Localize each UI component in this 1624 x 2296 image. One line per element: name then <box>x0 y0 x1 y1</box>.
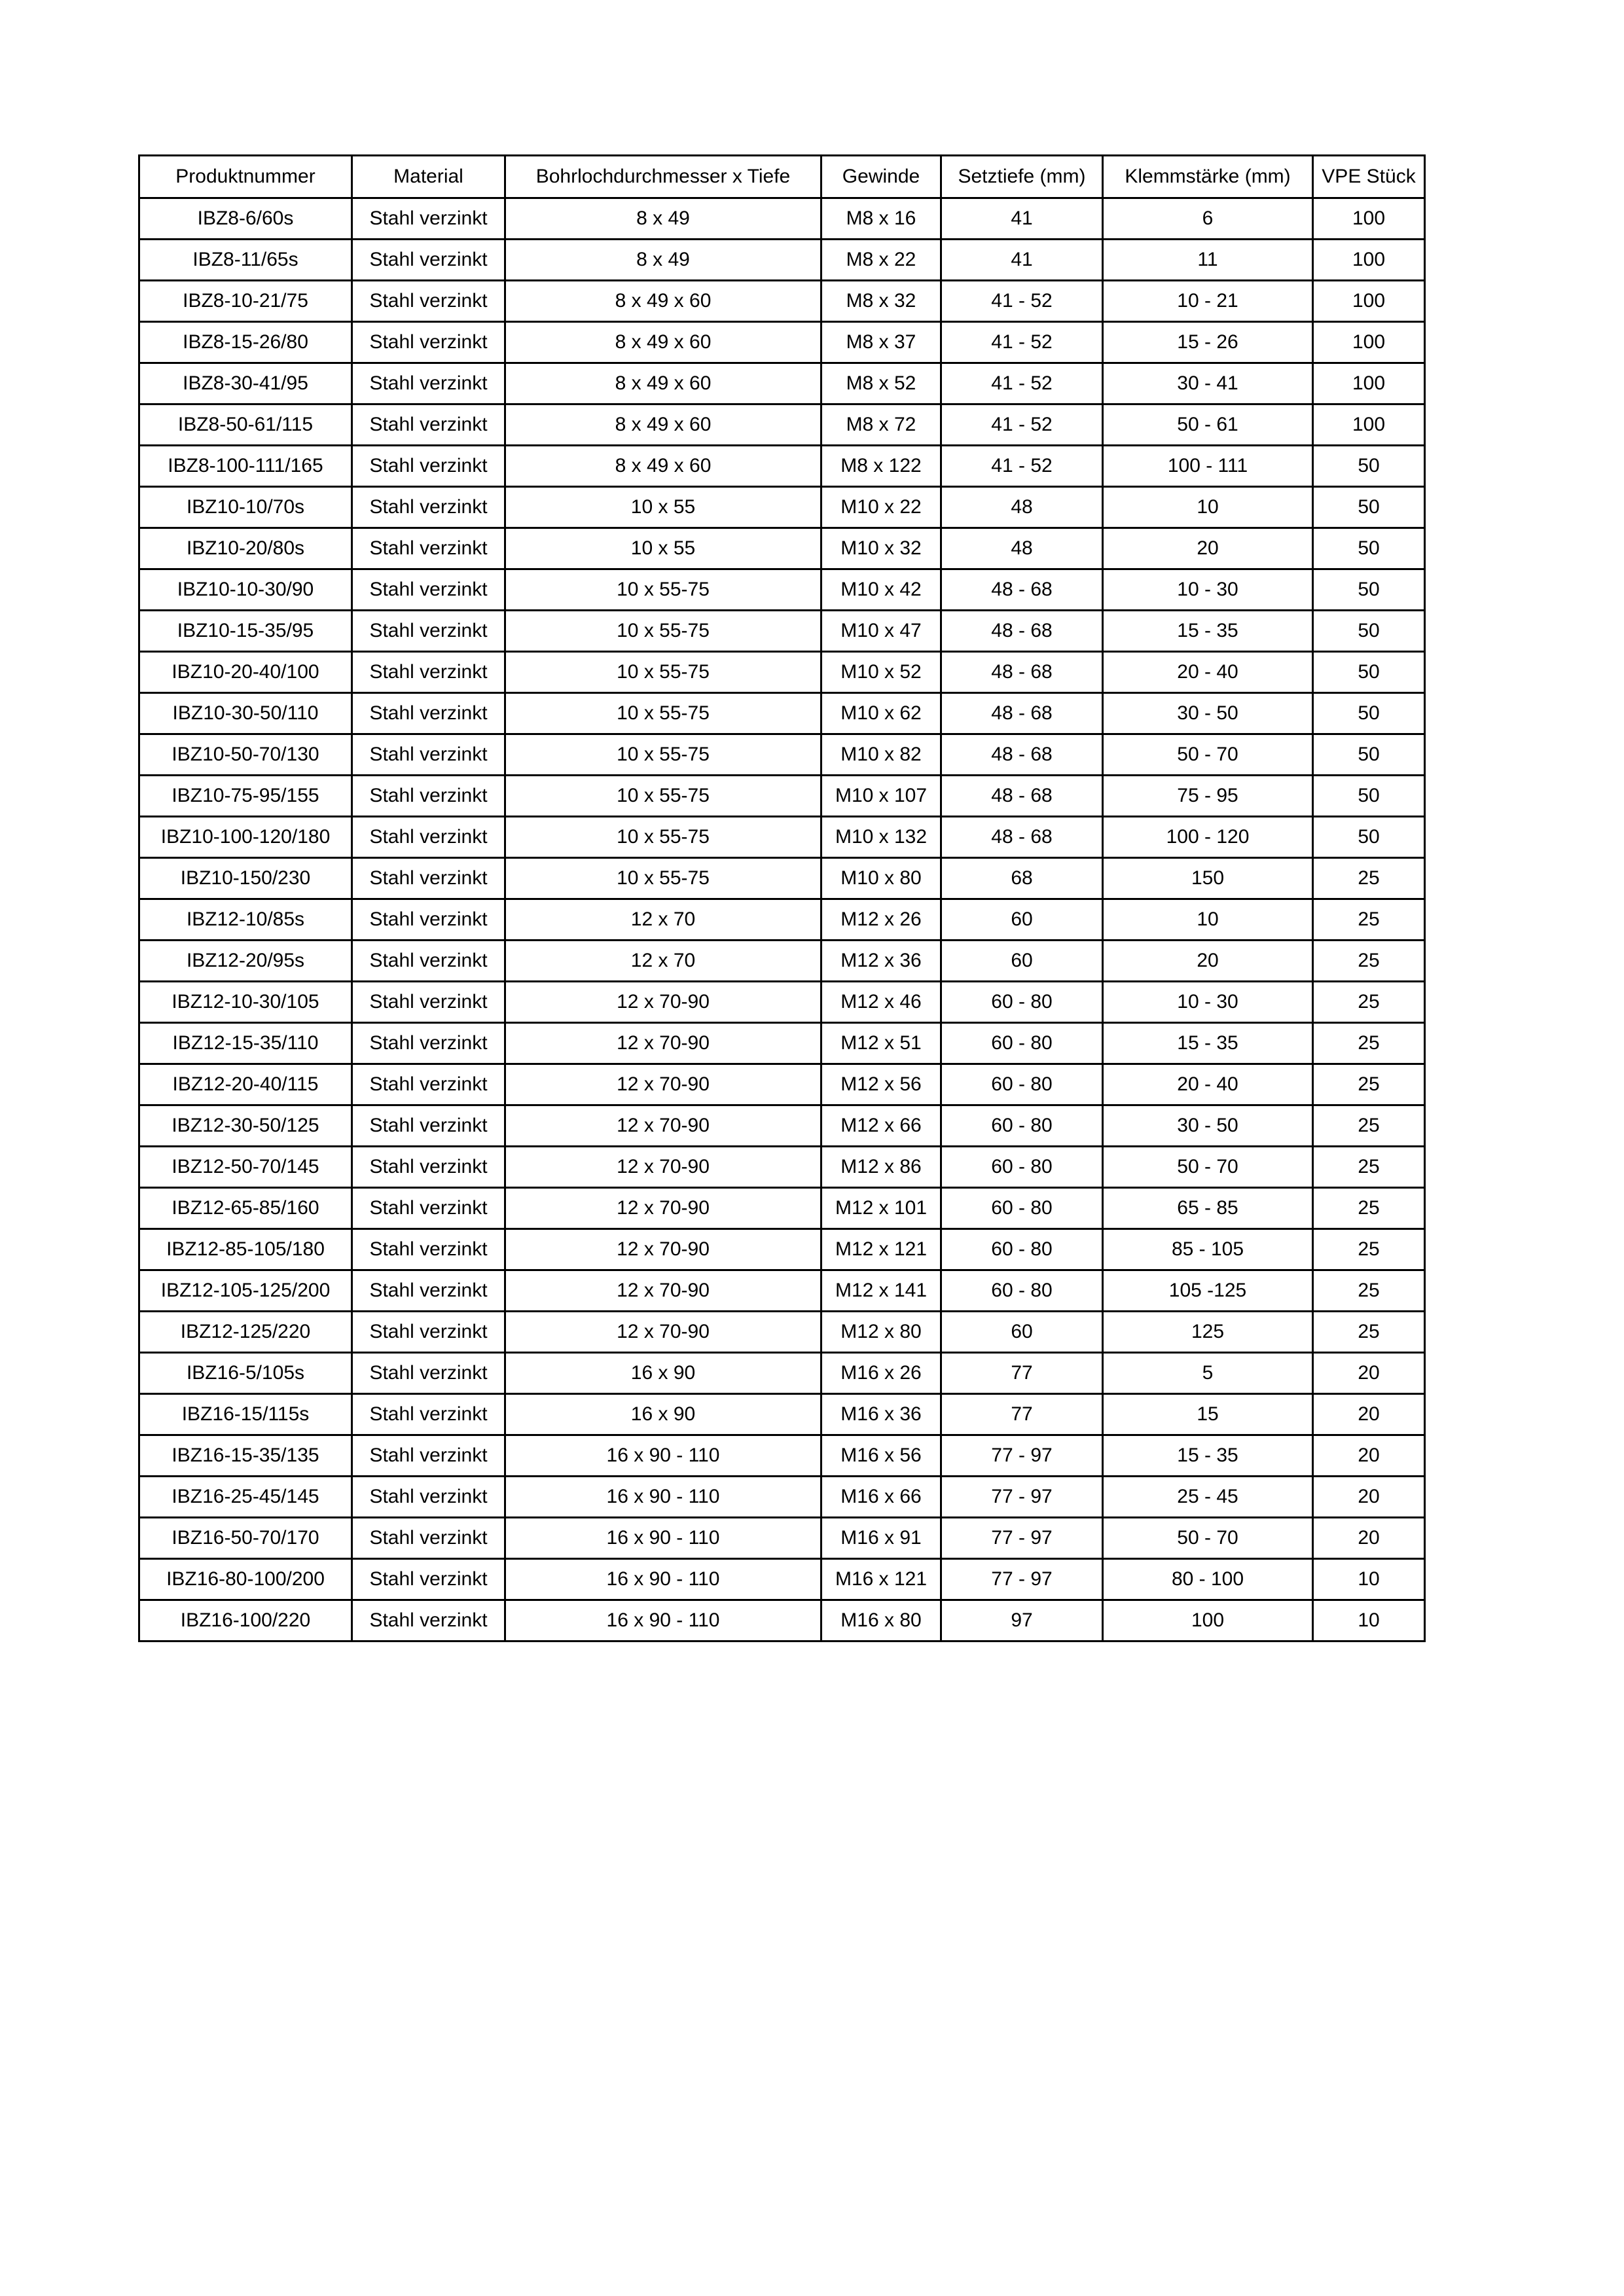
cell-setztiefe: 48 <box>941 528 1103 569</box>
cell-klemmstaerke: 50 - 70 <box>1103 1147 1313 1188</box>
cell-produktnummer: IBZ12-10/85s <box>139 899 352 941</box>
cell-material: Stahl verzinkt <box>352 1312 505 1353</box>
cell-bohrloch: 16 x 90 - 110 <box>505 1477 821 1518</box>
cell-klemmstaerke: 30 - 41 <box>1103 363 1313 404</box>
cell-bohrloch: 12 x 70 <box>505 899 821 941</box>
table-row <box>139 404 1425 446</box>
cell-material: Stahl verzinkt <box>352 817 505 858</box>
cell-klemmstaerke: 10 - 30 <box>1103 982 1313 1023</box>
cell-bohrloch: 10 x 55-75 <box>505 693 821 734</box>
cell-material: Stahl verzinkt <box>352 1477 505 1518</box>
cell-material: Stahl verzinkt <box>352 281 505 322</box>
cell-setztiefe: 48 - 68 <box>941 734 1103 776</box>
cell-setztiefe: 41 - 52 <box>941 322 1103 363</box>
cell-bohrloch: 8 x 49 x 60 <box>505 363 821 404</box>
cell-klemmstaerke: 30 - 50 <box>1103 693 1313 734</box>
cell-vpe: 25 <box>1313 941 1425 982</box>
cell-produktnummer: IBZ16-25-45/145 <box>139 1477 352 1518</box>
cell-bohrloch: 10 x 55 <box>505 528 821 569</box>
cell-setztiefe: 60 - 80 <box>941 1147 1103 1188</box>
cell-klemmstaerke: 85 - 105 <box>1103 1229 1313 1270</box>
cell-produktnummer: IBZ12-105-125/200 <box>139 1270 352 1312</box>
cell-bohrloch: 12 x 70 <box>505 941 821 982</box>
cell-gewinde: M12 x 141 <box>821 1270 941 1312</box>
cell-klemmstaerke: 10 - 30 <box>1103 569 1313 611</box>
table-row <box>139 198 1425 240</box>
cell-gewinde: M8 x 37 <box>821 322 941 363</box>
cell-produktnummer: IBZ8-6/60s <box>139 198 352 240</box>
cell-gewinde: M10 x 22 <box>821 487 941 528</box>
cell-vpe: 20 <box>1313 1394 1425 1435</box>
cell-setztiefe: 60 - 80 <box>941 1270 1103 1312</box>
cell-material: Stahl verzinkt <box>352 404 505 446</box>
cell-material: Stahl verzinkt <box>352 693 505 734</box>
cell-material: Stahl verzinkt <box>352 776 505 817</box>
cell-gewinde: M16 x 36 <box>821 1394 941 1435</box>
cell-vpe: 50 <box>1313 734 1425 776</box>
cell-gewinde: M10 x 32 <box>821 528 941 569</box>
cell-setztiefe: 41 <box>941 198 1103 240</box>
cell-klemmstaerke: 15 - 26 <box>1103 322 1313 363</box>
cell-setztiefe: 48 - 68 <box>941 652 1103 693</box>
cell-produktnummer: IBZ12-125/220 <box>139 1312 352 1353</box>
cell-vpe: 50 <box>1313 652 1425 693</box>
cell-vpe: 10 <box>1313 1600 1425 1641</box>
cell-klemmstaerke: 20 - 40 <box>1103 1064 1313 1105</box>
cell-material: Stahl verzinkt <box>352 858 505 899</box>
cell-gewinde: M16 x 121 <box>821 1559 941 1600</box>
table-row <box>139 487 1425 528</box>
cell-klemmstaerke: 125 <box>1103 1312 1313 1353</box>
cell-gewinde: M8 x 32 <box>821 281 941 322</box>
table-row <box>139 693 1425 734</box>
cell-klemmstaerke: 105 -125 <box>1103 1270 1313 1312</box>
cell-setztiefe: 48 - 68 <box>941 611 1103 652</box>
cell-material: Stahl verzinkt <box>352 982 505 1023</box>
cell-bohrloch: 16 x 90 - 110 <box>505 1518 821 1559</box>
cell-klemmstaerke: 15 - 35 <box>1103 611 1313 652</box>
cell-gewinde: M10 x 107 <box>821 776 941 817</box>
column-header-produktnummer: Produktnummer <box>139 156 352 198</box>
table-row <box>139 1435 1425 1477</box>
cell-material: Stahl verzinkt <box>352 240 505 281</box>
cell-bohrloch: 12 x 70-90 <box>505 1312 821 1353</box>
cell-bohrloch: 16 x 90 - 110 <box>505 1559 821 1600</box>
cell-klemmstaerke: 5 <box>1103 1353 1313 1394</box>
cell-setztiefe: 77 - 97 <box>941 1559 1103 1600</box>
table-row <box>139 1270 1425 1312</box>
cell-produktnummer: IBZ16-5/105s <box>139 1353 352 1394</box>
cell-klemmstaerke: 15 - 35 <box>1103 1435 1313 1477</box>
cell-klemmstaerke: 50 - 70 <box>1103 1518 1313 1559</box>
cell-vpe: 50 <box>1313 776 1425 817</box>
cell-produktnummer: IBZ8-10-21/75 <box>139 281 352 322</box>
product-table <box>138 154 1426 1642</box>
cell-produktnummer: IBZ8-11/65s <box>139 240 352 281</box>
cell-material: Stahl verzinkt <box>352 487 505 528</box>
cell-setztiefe: 41 <box>941 240 1103 281</box>
cell-setztiefe: 48 - 68 <box>941 569 1103 611</box>
table-row <box>139 363 1425 404</box>
cell-gewinde: M12 x 121 <box>821 1229 941 1270</box>
cell-klemmstaerke: 80 - 100 <box>1103 1559 1313 1600</box>
cell-gewinde: M10 x 47 <box>821 611 941 652</box>
cell-material: Stahl verzinkt <box>352 322 505 363</box>
cell-material: Stahl verzinkt <box>352 569 505 611</box>
cell-produktnummer: IBZ10-30-50/110 <box>139 693 352 734</box>
cell-vpe: 25 <box>1313 1064 1425 1105</box>
cell-gewinde: M16 x 66 <box>821 1477 941 1518</box>
table-row <box>139 1477 1425 1518</box>
cell-klemmstaerke: 6 <box>1103 198 1313 240</box>
cell-vpe: 25 <box>1313 858 1425 899</box>
table-row <box>139 817 1425 858</box>
column-header-setztiefe: Setztiefe (mm) <box>941 156 1103 198</box>
cell-material: Stahl verzinkt <box>352 1270 505 1312</box>
cell-bohrloch: 10 x 55-75 <box>505 611 821 652</box>
cell-produktnummer: IBZ8-15-26/80 <box>139 322 352 363</box>
cell-bohrloch: 8 x 49 x 60 <box>505 404 821 446</box>
cell-vpe: 25 <box>1313 1229 1425 1270</box>
table-row <box>139 1147 1425 1188</box>
column-header-gewinde: Gewinde <box>821 156 941 198</box>
cell-material: Stahl verzinkt <box>352 1353 505 1394</box>
cell-bohrloch: 16 x 90 - 110 <box>505 1435 821 1477</box>
cell-produktnummer: IBZ10-75-95/155 <box>139 776 352 817</box>
table-row <box>139 528 1425 569</box>
cell-setztiefe: 60 - 80 <box>941 1064 1103 1105</box>
table-row <box>139 1394 1425 1435</box>
cell-gewinde: M12 x 56 <box>821 1064 941 1105</box>
cell-gewinde: M10 x 42 <box>821 569 941 611</box>
cell-vpe: 50 <box>1313 446 1425 487</box>
cell-produktnummer: IBZ10-150/230 <box>139 858 352 899</box>
table-row <box>139 611 1425 652</box>
cell-gewinde: M10 x 82 <box>821 734 941 776</box>
cell-produktnummer: IBZ16-50-70/170 <box>139 1518 352 1559</box>
cell-material: Stahl verzinkt <box>352 611 505 652</box>
cell-gewinde: M10 x 52 <box>821 652 941 693</box>
cell-klemmstaerke: 100 - 120 <box>1103 817 1313 858</box>
cell-material: Stahl verzinkt <box>352 198 505 240</box>
cell-produktnummer: IBZ8-30-41/95 <box>139 363 352 404</box>
cell-produktnummer: IBZ12-10-30/105 <box>139 982 352 1023</box>
cell-gewinde: M12 x 86 <box>821 1147 941 1188</box>
cell-material: Stahl verzinkt <box>352 1105 505 1147</box>
cell-gewinde: M8 x 16 <box>821 198 941 240</box>
cell-klemmstaerke: 65 - 85 <box>1103 1188 1313 1229</box>
cell-vpe: 50 <box>1313 693 1425 734</box>
cell-bohrloch: 12 x 70-90 <box>505 1105 821 1147</box>
cell-gewinde: M8 x 22 <box>821 240 941 281</box>
cell-material: Stahl verzinkt <box>352 1188 505 1229</box>
cell-bohrloch: 10 x 55-75 <box>505 776 821 817</box>
cell-produktnummer: IBZ10-20/80s <box>139 528 352 569</box>
cell-klemmstaerke: 10 <box>1103 899 1313 941</box>
cell-material: Stahl verzinkt <box>352 1147 505 1188</box>
cell-setztiefe: 77 <box>941 1394 1103 1435</box>
cell-gewinde: M12 x 36 <box>821 941 941 982</box>
cell-bohrloch: 12 x 70-90 <box>505 1188 821 1229</box>
cell-produktnummer: IBZ16-100/220 <box>139 1600 352 1641</box>
table-row <box>139 1229 1425 1270</box>
cell-gewinde: M10 x 132 <box>821 817 941 858</box>
table-row <box>139 776 1425 817</box>
cell-produktnummer: IBZ12-30-50/125 <box>139 1105 352 1147</box>
cell-vpe: 20 <box>1313 1435 1425 1477</box>
cell-material: Stahl verzinkt <box>352 1559 505 1600</box>
cell-setztiefe: 48 <box>941 487 1103 528</box>
table-row <box>139 1518 1425 1559</box>
cell-bohrloch: 12 x 70-90 <box>505 1147 821 1188</box>
cell-vpe: 50 <box>1313 611 1425 652</box>
cell-vpe: 20 <box>1313 1477 1425 1518</box>
cell-bohrloch: 12 x 70-90 <box>505 1270 821 1312</box>
cell-gewinde: M12 x 80 <box>821 1312 941 1353</box>
column-header-material: Material <box>352 156 505 198</box>
table-row <box>139 941 1425 982</box>
cell-bohrloch: 8 x 49 <box>505 198 821 240</box>
cell-bohrloch: 8 x 49 x 60 <box>505 446 821 487</box>
cell-material: Stahl verzinkt <box>352 1435 505 1477</box>
cell-klemmstaerke: 150 <box>1103 858 1313 899</box>
cell-gewinde: M16 x 56 <box>821 1435 941 1477</box>
cell-klemmstaerke: 100 <box>1103 1600 1313 1641</box>
cell-gewinde: M10 x 80 <box>821 858 941 899</box>
cell-vpe: 25 <box>1313 1270 1425 1312</box>
cell-bohrloch: 12 x 70-90 <box>505 1064 821 1105</box>
cell-produktnummer: IBZ10-10-30/90 <box>139 569 352 611</box>
cell-gewinde: M8 x 122 <box>821 446 941 487</box>
table-row <box>139 1105 1425 1147</box>
cell-produktnummer: IBZ8-50-61/115 <box>139 404 352 446</box>
cell-bohrloch: 10 x 55-75 <box>505 858 821 899</box>
cell-vpe: 25 <box>1313 982 1425 1023</box>
table-row <box>139 1064 1425 1105</box>
cell-vpe: 50 <box>1313 817 1425 858</box>
table-row <box>139 899 1425 941</box>
cell-vpe: 10 <box>1313 1559 1425 1600</box>
cell-produktnummer: IBZ16-80-100/200 <box>139 1559 352 1600</box>
cell-setztiefe: 48 - 68 <box>941 817 1103 858</box>
cell-vpe: 100 <box>1313 322 1425 363</box>
cell-klemmstaerke: 30 - 50 <box>1103 1105 1313 1147</box>
cell-setztiefe: 77 - 97 <box>941 1435 1103 1477</box>
cell-bohrloch: 8 x 49 x 60 <box>505 322 821 363</box>
cell-material: Stahl verzinkt <box>352 1518 505 1559</box>
cell-setztiefe: 48 - 68 <box>941 776 1103 817</box>
cell-bohrloch: 8 x 49 x 60 <box>505 281 821 322</box>
cell-klemmstaerke: 15 - 35 <box>1103 1023 1313 1064</box>
cell-material: Stahl verzinkt <box>352 941 505 982</box>
cell-bohrloch: 8 x 49 <box>505 240 821 281</box>
cell-vpe: 20 <box>1313 1353 1425 1394</box>
cell-setztiefe: 41 - 52 <box>941 363 1103 404</box>
cell-klemmstaerke: 75 - 95 <box>1103 776 1313 817</box>
cell-setztiefe: 41 - 52 <box>941 404 1103 446</box>
cell-material: Stahl verzinkt <box>352 446 505 487</box>
table-body <box>139 198 1425 1641</box>
cell-gewinde: M12 x 101 <box>821 1188 941 1229</box>
cell-vpe: 100 <box>1313 404 1425 446</box>
table-row <box>139 1600 1425 1641</box>
cell-setztiefe: 41 - 52 <box>941 281 1103 322</box>
cell-klemmstaerke: 50 - 61 <box>1103 404 1313 446</box>
table-row <box>139 982 1425 1023</box>
cell-setztiefe: 60 - 80 <box>941 1105 1103 1147</box>
cell-produktnummer: IBZ12-85-105/180 <box>139 1229 352 1270</box>
cell-gewinde: M12 x 26 <box>821 899 941 941</box>
cell-setztiefe: 68 <box>941 858 1103 899</box>
table-row <box>139 322 1425 363</box>
table-row <box>139 446 1425 487</box>
cell-gewinde: M12 x 66 <box>821 1105 941 1147</box>
cell-vpe: 25 <box>1313 1105 1425 1147</box>
table-row <box>139 240 1425 281</box>
cell-material: Stahl verzinkt <box>352 363 505 404</box>
cell-setztiefe: 60 - 80 <box>941 1188 1103 1229</box>
cell-produktnummer: IBZ10-15-35/95 <box>139 611 352 652</box>
cell-bohrloch: 16 x 90 <box>505 1353 821 1394</box>
cell-produktnummer: IBZ12-50-70/145 <box>139 1147 352 1188</box>
cell-klemmstaerke: 25 - 45 <box>1103 1477 1313 1518</box>
cell-bohrloch: 12 x 70-90 <box>505 982 821 1023</box>
table-row <box>139 734 1425 776</box>
cell-material: Stahl verzinkt <box>352 1064 505 1105</box>
cell-vpe: 20 <box>1313 1518 1425 1559</box>
cell-material: Stahl verzinkt <box>352 1600 505 1641</box>
cell-klemmstaerke: 10 - 21 <box>1103 281 1313 322</box>
cell-material: Stahl verzinkt <box>352 1023 505 1064</box>
cell-vpe: 25 <box>1313 1147 1425 1188</box>
cell-bohrloch: 10 x 55-75 <box>505 652 821 693</box>
cell-vpe: 100 <box>1313 240 1425 281</box>
cell-klemmstaerke: 20 <box>1103 941 1313 982</box>
cell-vpe: 100 <box>1313 198 1425 240</box>
cell-bohrloch: 12 x 70-90 <box>505 1023 821 1064</box>
cell-gewinde: M12 x 46 <box>821 982 941 1023</box>
cell-produktnummer: IBZ10-10/70s <box>139 487 352 528</box>
cell-gewinde: M8 x 72 <box>821 404 941 446</box>
column-header-vpe: VPE Stück <box>1313 156 1425 198</box>
cell-produktnummer: IBZ16-15-35/135 <box>139 1435 352 1477</box>
cell-setztiefe: 77 - 97 <box>941 1518 1103 1559</box>
cell-setztiefe: 77 - 97 <box>941 1477 1103 1518</box>
table-row <box>139 1312 1425 1353</box>
column-header-klemmstaerke: Klemmstärke (mm) <box>1103 156 1313 198</box>
cell-gewinde: M16 x 26 <box>821 1353 941 1394</box>
cell-bohrloch: 16 x 90 <box>505 1394 821 1435</box>
cell-setztiefe: 60 - 80 <box>941 982 1103 1023</box>
cell-produktnummer: IBZ12-15-35/110 <box>139 1023 352 1064</box>
cell-vpe: 25 <box>1313 1023 1425 1064</box>
cell-bohrloch: 12 x 70-90 <box>505 1229 821 1270</box>
cell-produktnummer: IBZ12-65-85/160 <box>139 1188 352 1229</box>
cell-produktnummer: IBZ10-20-40/100 <box>139 652 352 693</box>
cell-setztiefe: 48 - 68 <box>941 693 1103 734</box>
table-row <box>139 1353 1425 1394</box>
cell-material: Stahl verzinkt <box>352 652 505 693</box>
cell-material: Stahl verzinkt <box>352 528 505 569</box>
cell-produktnummer: IBZ8-100-111/165 <box>139 446 352 487</box>
column-header-bohrloch: Bohrlochdurchmesser x Tiefe <box>505 156 821 198</box>
cell-produktnummer: IBZ12-20/95s <box>139 941 352 982</box>
cell-produktnummer: IBZ16-15/115s <box>139 1394 352 1435</box>
cell-bohrloch: 10 x 55-75 <box>505 569 821 611</box>
cell-gewinde: M12 x 51 <box>821 1023 941 1064</box>
cell-klemmstaerke: 100 - 111 <box>1103 446 1313 487</box>
table-row <box>139 858 1425 899</box>
cell-vpe: 100 <box>1313 281 1425 322</box>
cell-material: Stahl verzinkt <box>352 899 505 941</box>
cell-klemmstaerke: 11 <box>1103 240 1313 281</box>
cell-vpe: 25 <box>1313 1312 1425 1353</box>
cell-vpe: 25 <box>1313 1188 1425 1229</box>
cell-material: Stahl verzinkt <box>352 1394 505 1435</box>
table-row <box>139 1559 1425 1600</box>
cell-setztiefe: 60 <box>941 899 1103 941</box>
cell-setztiefe: 77 <box>941 1353 1103 1394</box>
cell-setztiefe: 60 - 80 <box>941 1229 1103 1270</box>
cell-gewinde: M10 x 62 <box>821 693 941 734</box>
table-row <box>139 652 1425 693</box>
cell-klemmstaerke: 50 - 70 <box>1103 734 1313 776</box>
table-row <box>139 1188 1425 1229</box>
cell-klemmstaerke: 10 <box>1103 487 1313 528</box>
cell-vpe: 100 <box>1313 363 1425 404</box>
cell-bohrloch: 10 x 55 <box>505 487 821 528</box>
cell-vpe: 50 <box>1313 569 1425 611</box>
cell-klemmstaerke: 15 <box>1103 1394 1313 1435</box>
cell-produktnummer: IBZ10-100-120/180 <box>139 817 352 858</box>
cell-vpe: 25 <box>1313 899 1425 941</box>
cell-setztiefe: 60 <box>941 941 1103 982</box>
cell-setztiefe: 41 - 52 <box>941 446 1103 487</box>
table-row <box>139 1023 1425 1064</box>
cell-klemmstaerke: 20 <box>1103 528 1313 569</box>
cell-gewinde: M8 x 52 <box>821 363 941 404</box>
cell-gewinde: M16 x 80 <box>821 1600 941 1641</box>
cell-klemmstaerke: 20 - 40 <box>1103 652 1313 693</box>
cell-setztiefe: 60 - 80 <box>941 1023 1103 1064</box>
table-row <box>139 569 1425 611</box>
cell-produktnummer: IBZ12-20-40/115 <box>139 1064 352 1105</box>
cell-material: Stahl verzinkt <box>352 1229 505 1270</box>
cell-setztiefe: 60 <box>941 1312 1103 1353</box>
cell-setztiefe: 97 <box>941 1600 1103 1641</box>
cell-material: Stahl verzinkt <box>352 734 505 776</box>
table-row <box>139 281 1425 322</box>
cell-bohrloch: 10 x 55-75 <box>505 817 821 858</box>
cell-produktnummer: IBZ10-50-70/130 <box>139 734 352 776</box>
cell-vpe: 50 <box>1313 487 1425 528</box>
cell-bohrloch: 16 x 90 - 110 <box>505 1600 821 1641</box>
cell-bohrloch: 10 x 55-75 <box>505 734 821 776</box>
table-header-row <box>139 156 1425 198</box>
cell-gewinde: M16 x 91 <box>821 1518 941 1559</box>
cell-vpe: 50 <box>1313 528 1425 569</box>
